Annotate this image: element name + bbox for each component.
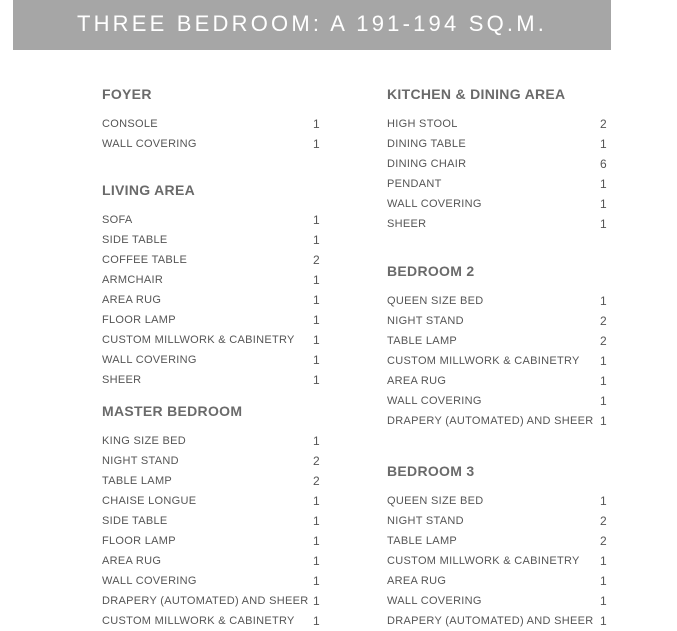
- item-name: WALL COVERING: [387, 395, 482, 407]
- section-bedroom-2: [387, 261, 607, 431]
- item-quantity: 1: [600, 494, 607, 508]
- item-quantity: 1: [313, 117, 320, 131]
- list-item: [387, 291, 607, 311]
- page-title: THREE BEDROOM: A 191-194 SQ.M.: [76, 11, 548, 36]
- list-item: [102, 350, 320, 370]
- list-item: [387, 331, 607, 351]
- list-item: [387, 194, 607, 214]
- item-quantity: 1: [313, 373, 320, 387]
- list-item: [387, 174, 607, 194]
- item-name: AREA RUG: [102, 555, 162, 567]
- list-item: [387, 511, 607, 531]
- item-name: SIDE TABLE: [102, 515, 168, 527]
- section-heading: FOYER: [102, 86, 152, 102]
- section-kitchen-dining-area: [387, 84, 607, 234]
- list-item: [102, 471, 320, 491]
- item-quantity: 1: [313, 333, 320, 347]
- item-name: NIGHT STAND: [387, 515, 464, 527]
- item-quantity: 1: [600, 137, 607, 151]
- item-name: DRAPERY (AUTOMATED) AND SHEER: [387, 615, 594, 627]
- list-item: [102, 250, 320, 270]
- item-name: DRAPERY (AUTOMATED) AND SHEER: [102, 595, 309, 607]
- item-name: SIDE TABLE: [102, 234, 168, 246]
- section-heading: LIVING AREA: [102, 182, 196, 198]
- list-item: [102, 134, 320, 154]
- item-name: HIGH STOOL: [387, 118, 458, 130]
- item-quantity: 1: [600, 177, 607, 191]
- item-quantity: 1: [313, 594, 320, 608]
- item-quantity: 1: [600, 414, 607, 428]
- item-name: AREA RUG: [387, 375, 447, 387]
- item-quantity: 1: [600, 374, 607, 388]
- item-quantity: 1: [313, 534, 320, 548]
- list-item: [102, 330, 320, 350]
- section-heading: BEDROOM 3: [387, 463, 475, 479]
- item-quantity: 1: [600, 354, 607, 368]
- list-item: [102, 431, 320, 451]
- item-quantity: 1: [313, 273, 320, 287]
- item-name: CHAISE LONGUE: [102, 495, 197, 507]
- list-item: [387, 611, 607, 631]
- item-quantity: 2: [313, 474, 320, 488]
- item-name: NIGHT STAND: [102, 455, 179, 467]
- item-quantity: 6: [600, 157, 607, 171]
- item-quantity: 1: [313, 313, 320, 327]
- list-item: [387, 531, 607, 551]
- item-name: SOFA: [102, 214, 133, 226]
- item-quantity: 1: [313, 574, 320, 588]
- section-foyer: [102, 84, 320, 154]
- list-item: [387, 214, 607, 234]
- item-quantity: 2: [313, 454, 320, 468]
- list-item: [102, 290, 320, 310]
- list-item: [387, 411, 607, 431]
- item-quantity: 2: [600, 334, 607, 348]
- list-item: [102, 551, 320, 571]
- item-name: SHEER: [102, 374, 142, 386]
- list-item: [387, 134, 607, 154]
- list-item: [387, 391, 607, 411]
- list-item: [387, 371, 607, 391]
- item-name: WALL COVERING: [387, 198, 482, 210]
- item-quantity: 1: [600, 554, 607, 568]
- item-name: COFFEE TABLE: [102, 254, 188, 266]
- item-name: PENDANT: [387, 178, 442, 190]
- item-name: TABLE LAMP: [387, 335, 458, 347]
- item-quantity: 1: [600, 394, 607, 408]
- item-name: CUSTOM MILLWORK & CABINETRY: [387, 555, 580, 567]
- item-quantity: 2: [600, 117, 607, 131]
- item-name: WALL COVERING: [102, 138, 197, 150]
- section-master-bedroom: [102, 401, 320, 631]
- item-quantity: 1: [600, 574, 607, 588]
- item-quantity: 1: [600, 197, 607, 211]
- item-name: CUSTOM MILLWORK & CABINETRY: [102, 334, 295, 346]
- item-name: DINING CHAIR: [387, 158, 467, 170]
- item-quantity: 2: [600, 314, 607, 328]
- list-item: [102, 230, 320, 250]
- list-item: [102, 611, 320, 631]
- section-heading: MASTER BEDROOM: [102, 403, 243, 419]
- item-quantity: 1: [313, 213, 320, 227]
- list-item: [102, 114, 320, 134]
- item-name: TABLE LAMP: [102, 475, 173, 487]
- item-name: QUEEN SIZE BED: [387, 495, 484, 507]
- item-name: FLOOR LAMP: [102, 314, 176, 326]
- item-quantity: 1: [600, 294, 607, 308]
- item-quantity: 2: [600, 514, 607, 528]
- section-bedroom-3: [387, 461, 607, 631]
- item-name: WALL COVERING: [387, 595, 482, 607]
- item-quantity: 1: [313, 293, 320, 307]
- item-name: TABLE LAMP: [387, 535, 458, 547]
- item-name: CUSTOM MILLWORK & CABINETRY: [387, 355, 580, 367]
- list-item: [387, 551, 607, 571]
- list-item: [387, 114, 607, 134]
- item-quantity: 1: [600, 614, 607, 628]
- item-quantity: 1: [313, 494, 320, 508]
- item-name: AREA RUG: [387, 575, 447, 587]
- list-item: [387, 351, 607, 371]
- list-item: [102, 310, 320, 330]
- title-banner: [13, 0, 611, 50]
- item-name: QUEEN SIZE BED: [387, 295, 484, 307]
- list-item: [387, 154, 607, 174]
- list-item: [102, 270, 320, 290]
- list-item: [102, 591, 320, 611]
- item-name: SHEER: [387, 218, 427, 230]
- item-name: KING SIZE BED: [102, 435, 186, 447]
- item-name: ARMCHAIR: [102, 274, 164, 286]
- item-name: CUSTOM MILLWORK & CABINETRY: [102, 615, 295, 627]
- list-item: [102, 210, 320, 230]
- section-living-area: [102, 180, 320, 390]
- item-quantity: 2: [600, 534, 607, 548]
- item-quantity: 2: [313, 253, 320, 267]
- item-name: AREA RUG: [102, 294, 162, 306]
- item-name: WALL COVERING: [102, 354, 197, 366]
- list-item: [102, 531, 320, 551]
- item-name: NIGHT STAND: [387, 315, 464, 327]
- list-item: [102, 511, 320, 531]
- item-quantity: 1: [313, 233, 320, 247]
- item-name: WALL COVERING: [102, 575, 197, 587]
- list-item: [102, 451, 320, 471]
- list-item: [387, 311, 607, 331]
- section-heading: BEDROOM 2: [387, 263, 475, 279]
- item-quantity: 1: [313, 554, 320, 568]
- list-item: [387, 591, 607, 611]
- item-quantity: 1: [600, 217, 607, 231]
- item-quantity: 1: [313, 353, 320, 367]
- list-item: [387, 571, 607, 591]
- item-quantity: 1: [600, 594, 607, 608]
- item-name: CONSOLE: [102, 118, 158, 130]
- item-quantity: 1: [313, 137, 320, 151]
- item-quantity: 1: [313, 614, 320, 628]
- item-quantity: 1: [313, 514, 320, 528]
- list-item: [102, 491, 320, 511]
- section-heading: KITCHEN & DINING AREA: [387, 86, 566, 102]
- list-item: [387, 491, 607, 511]
- item-name: FLOOR LAMP: [102, 535, 176, 547]
- item-quantity: 1: [313, 434, 320, 448]
- item-name: DRAPERY (AUTOMATED) AND SHEER: [387, 415, 594, 427]
- list-item: [102, 571, 320, 591]
- item-name: DINING TABLE: [387, 138, 466, 150]
- list-item: [102, 370, 320, 390]
